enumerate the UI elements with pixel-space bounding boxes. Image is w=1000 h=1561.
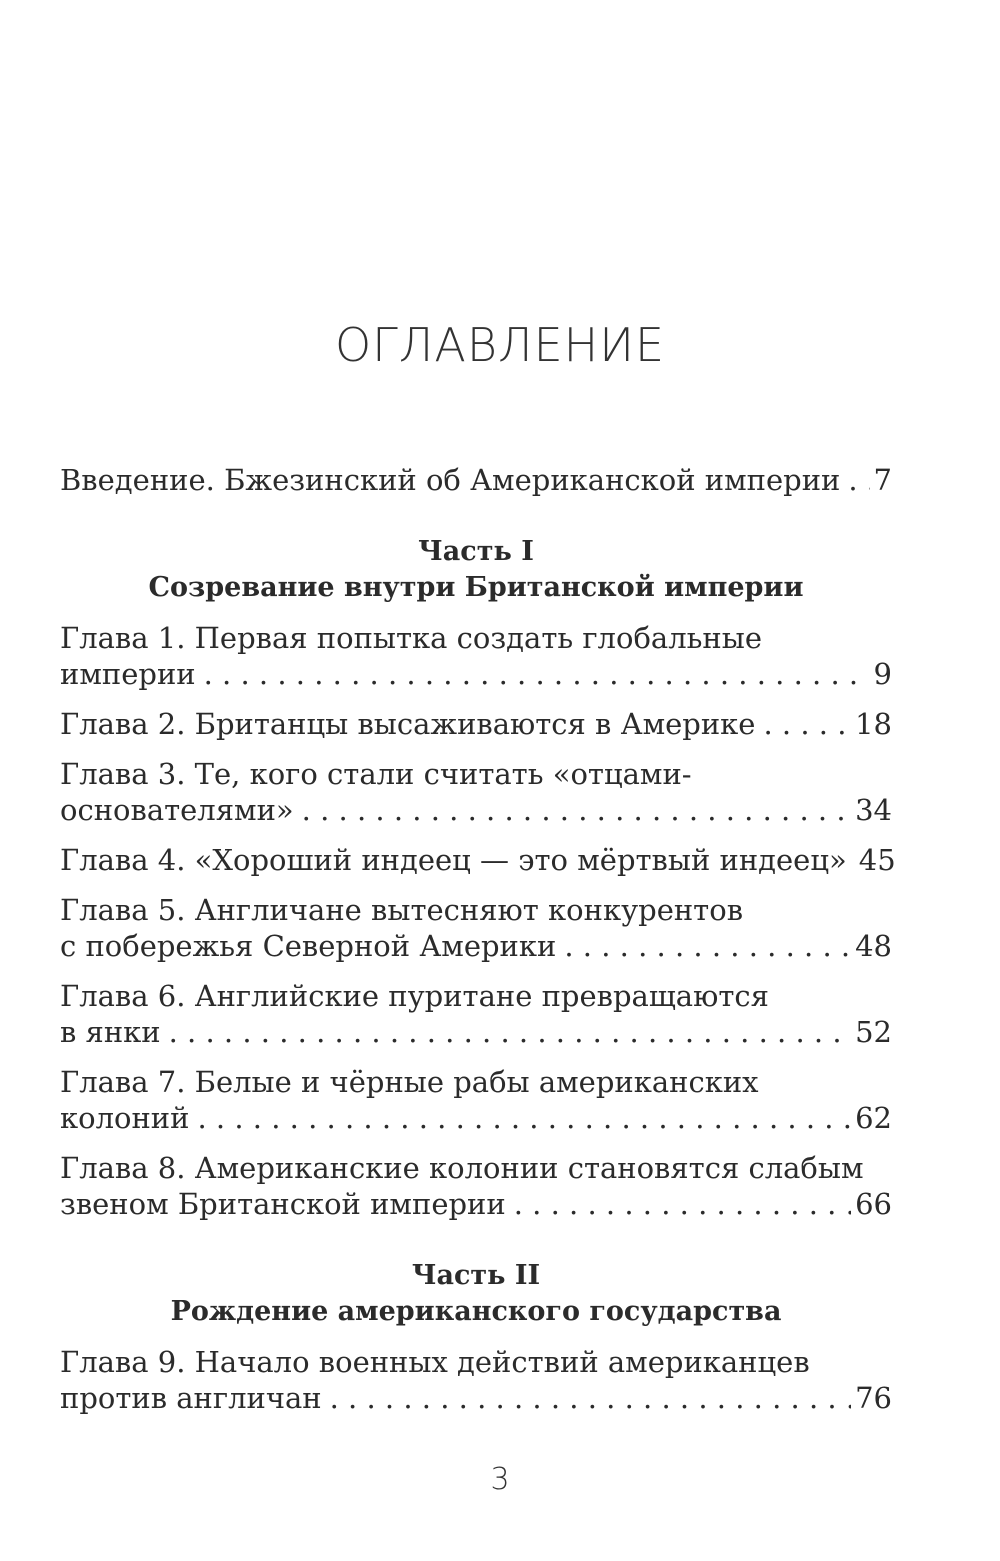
toc-entry-title: Глава 2. Британцы высаживаются в Америке: [60, 707, 756, 741]
part-1-title: Созревание внутри Британской империи: [148, 572, 804, 603]
toc-entry-chapter-1[interactable]: [60, 620, 892, 692]
toc-entry-chapter-8[interactable]: [60, 1150, 892, 1222]
toc-entry-title: Глава 9. Начало военных действий американцев: [60, 1345, 810, 1379]
toc-entry-title: Глава 4. «Хороший индеец — это мёртвый индеец»: [60, 843, 847, 877]
leader-dots: [564, 928, 851, 964]
leader-dots: [848, 462, 869, 498]
toc-entry-title: Глава 7. Белые и чёрные рабы американских: [60, 1065, 759, 1099]
toc-entry-chapter-2[interactable]: [60, 706, 892, 742]
toc-entry-title-cont: колоний: [60, 1101, 190, 1135]
toc-entry-title-cont: звеном Британской империи: [60, 1187, 506, 1221]
toc-entry-chapter-6[interactable]: [60, 978, 892, 1050]
toc-entry-chapter-9[interactable]: [60, 1344, 892, 1416]
part-2-title: Рождение американского государства: [170, 1296, 782, 1327]
leader-dots: [197, 1100, 851, 1136]
leader-dots: [330, 1380, 851, 1416]
leader-dots: [302, 792, 851, 828]
toc-page-number: 62: [855, 1101, 892, 1135]
toc-entry-chapter-5[interactable]: [60, 892, 892, 964]
toc-entry-chapter-3[interactable]: [60, 756, 892, 828]
toc-entry-chapter-7[interactable]: [60, 1064, 892, 1136]
toc-page-number: 76: [855, 1381, 892, 1415]
toc-entry-title-cont: основателями»: [60, 793, 294, 827]
leader-dots: [763, 706, 851, 742]
toc-entry-title: Глава 6. Английские пуритане превращаются: [60, 979, 769, 1013]
toc-entry-chapter-4[interactable]: [60, 842, 896, 878]
toc-page-number: 18: [855, 707, 892, 741]
leader-dots: [514, 1186, 851, 1222]
toc-page-number: 48: [855, 929, 892, 963]
toc-entry-title-cont: против англичан: [60, 1381, 322, 1415]
toc-entry-title: Введение. Бжезинский об Американской империи: [60, 463, 841, 497]
toc-page-number: 9: [873, 657, 892, 691]
table-of-contents: [60, 452, 896, 1416]
leader-dots: [204, 656, 870, 692]
page-number: 3: [490, 1462, 510, 1497]
leader-dots: [169, 1014, 851, 1050]
toc-page-number: 45: [858, 843, 896, 877]
part-2-label: Часть II: [411, 1260, 541, 1291]
page-title: ОГЛАВЛЕНИЕ: [334, 318, 666, 372]
toc-page-number: 66: [855, 1187, 892, 1221]
toc-entry-title: Глава 3. Те, кого стали считать «отцами-: [60, 757, 692, 791]
toc-entry-title-cont: с побережья Северной Америки: [60, 929, 557, 963]
toc-entry-title: Глава 5. Англичане вытесняют конкурентов: [60, 893, 744, 927]
toc-entry-title: Глава 8. Американские колонии становятся слабым: [60, 1151, 864, 1185]
toc-page-number: 52: [855, 1015, 892, 1049]
toc-page-number: 34: [855, 793, 892, 827]
toc-entry-title-cont: империи: [60, 657, 196, 691]
toc-entry-title-cont: в янки: [60, 1015, 161, 1049]
toc-entry-title: Глава 1. Первая попытка создать глобальные: [60, 621, 762, 655]
toc-entry-intro[interactable]: [60, 462, 892, 498]
toc-page-number: 7: [873, 463, 892, 497]
part-1-label: Часть I: [418, 536, 534, 567]
